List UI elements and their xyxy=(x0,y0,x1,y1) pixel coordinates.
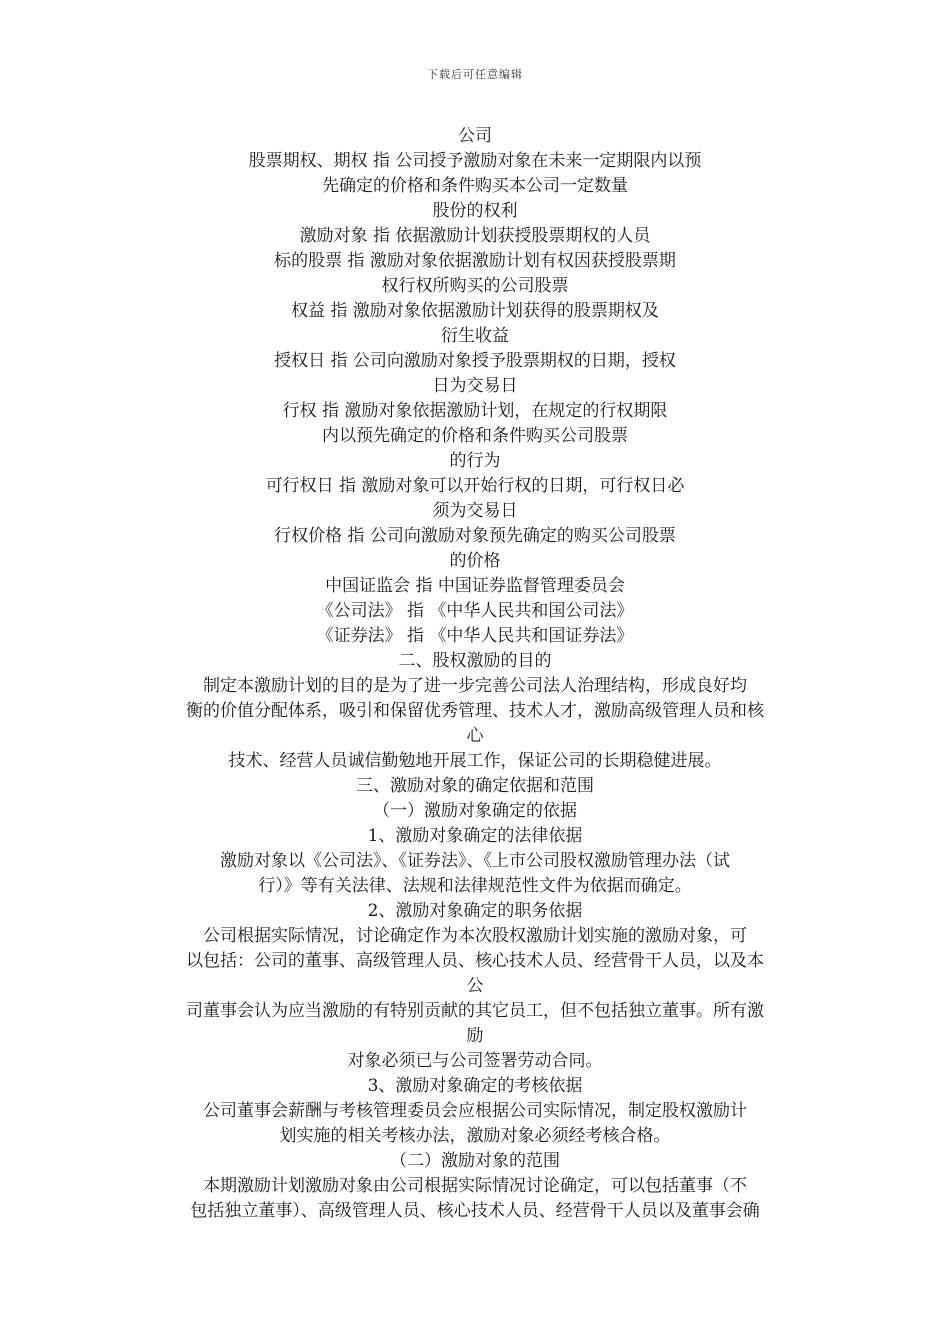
text-line: 授权日 指 公司向激励对象授予股票期权的日期，授权 xyxy=(274,351,676,371)
text-line: 内以预先确定的价格和条件购买公司股票 xyxy=(322,426,628,446)
text-line: 2、激励对象确定的职务依据 xyxy=(367,901,583,921)
text-line: 二、股权激励的目的 xyxy=(398,651,552,671)
text-line: 行）》等有关法律、法规和法律规范性文件为依据而确定。 xyxy=(258,876,692,896)
text-line: 1、激励对象确定的法律依据 xyxy=(367,826,583,846)
text-line: 激励对象 指 依据激励计划获授股票期权的人员 xyxy=(299,226,651,246)
text-line: 先确定的价格和条件购买本公司一定数量 xyxy=(322,176,628,196)
text-line: 《公司法》 指 《中华人民共和国公司法》 xyxy=(316,601,634,621)
text-line: 心 xyxy=(466,726,484,746)
text-line: 3、激励对象确定的考核依据 xyxy=(367,1076,583,1096)
text-line: 本期激励计划激励对象由公司根据实际情况讨论确定，可以包括董事（不 xyxy=(203,1176,747,1196)
text-line: 的行为 xyxy=(449,451,501,471)
text-line: 股票期权、期权 指 公司授予激励对象在未来一定期限内以预 xyxy=(248,151,702,171)
text-line: 行权价格 指 公司向激励对象预先确定的购买公司股票 xyxy=(274,526,676,546)
text-line: 标的股票 指 激励对象依据激励计划有权因获授股票期 xyxy=(274,251,676,271)
text-line: 权益 指 激励对象依据激励计划获得的股票期权及 xyxy=(291,301,659,321)
text-line: 日为交易日 xyxy=(432,376,518,396)
text-line: 以包括：公司的董事、高级管理人员、核心技术人员、经营骨干人员，以及本 xyxy=(186,951,764,971)
text-line: 行权 指 激励对象依据激励计划，在规定的行权期限 xyxy=(282,401,668,421)
text-line: 对象必须已与公司签署劳动合同。 xyxy=(347,1051,603,1071)
text-line: 激励对象以《公司法》、《证券法》、《上市公司股权激励管理办法（试 xyxy=(220,851,730,871)
document-body xyxy=(140,124,810,1224)
text-line: 的价格 xyxy=(449,551,501,571)
text-line: 划实施的相关考核办法，激励对象必须经考核合格。 xyxy=(279,1126,671,1146)
text-line: 司董事会认为应当激励的有特别贡献的其它员工，但不包括独立董事。所有激 xyxy=(186,1001,764,1021)
text-line: 中国证监会 指 中国证券监督管理委员会 xyxy=(325,576,625,596)
text-line: （二）激励对象的范围 xyxy=(390,1151,560,1171)
text-line: 公司根据实际情况，讨论确定作为本次股权激励计划实施的激励对象，可 xyxy=(203,926,747,946)
text-line: 励 xyxy=(466,1026,484,1046)
text-line: 衡的价值分配体系，吸引和保留优秀管理、技术人才，激励高级管理人员和核 xyxy=(186,701,764,721)
text-line: 衍生收益 xyxy=(441,326,509,346)
text-line: 公司董事会薪酬与考核管理委员会应根据公司实际情况，制定股权激励计 xyxy=(203,1101,747,1121)
text-line: 公司 xyxy=(458,126,492,146)
text-line: 权行权所购买的公司股票 xyxy=(381,276,569,296)
text-line: 制定本激励计划的目的是为了进一步完善公司法人治理结构，形成良好均 xyxy=(203,676,747,696)
text-line: 《证券法》 指 《中华人民共和国证券法》 xyxy=(316,626,634,646)
text-line: 包括独立董事）、高级管理人员、核心技术人员、经营骨干人员以及董事会确 xyxy=(190,1201,760,1221)
text-line: （一）激励对象确定的依据 xyxy=(373,801,577,821)
text-line: 技术、经营人员诚信勤勉地开展工作，保证公司的长期稳健进展。 xyxy=(228,751,722,771)
text-line: 可行权日 指 激励对象可以开始行权的日期，可行权日必 xyxy=(265,476,685,496)
text-line: 公 xyxy=(466,976,484,996)
page-header: 下载后可任意编辑 xyxy=(427,68,523,81)
text-line: 须为交易日 xyxy=(432,501,518,521)
text-line: 股份的权利 xyxy=(432,201,518,221)
text-line: 三、激励对象的确定依据和范围 xyxy=(356,776,594,796)
